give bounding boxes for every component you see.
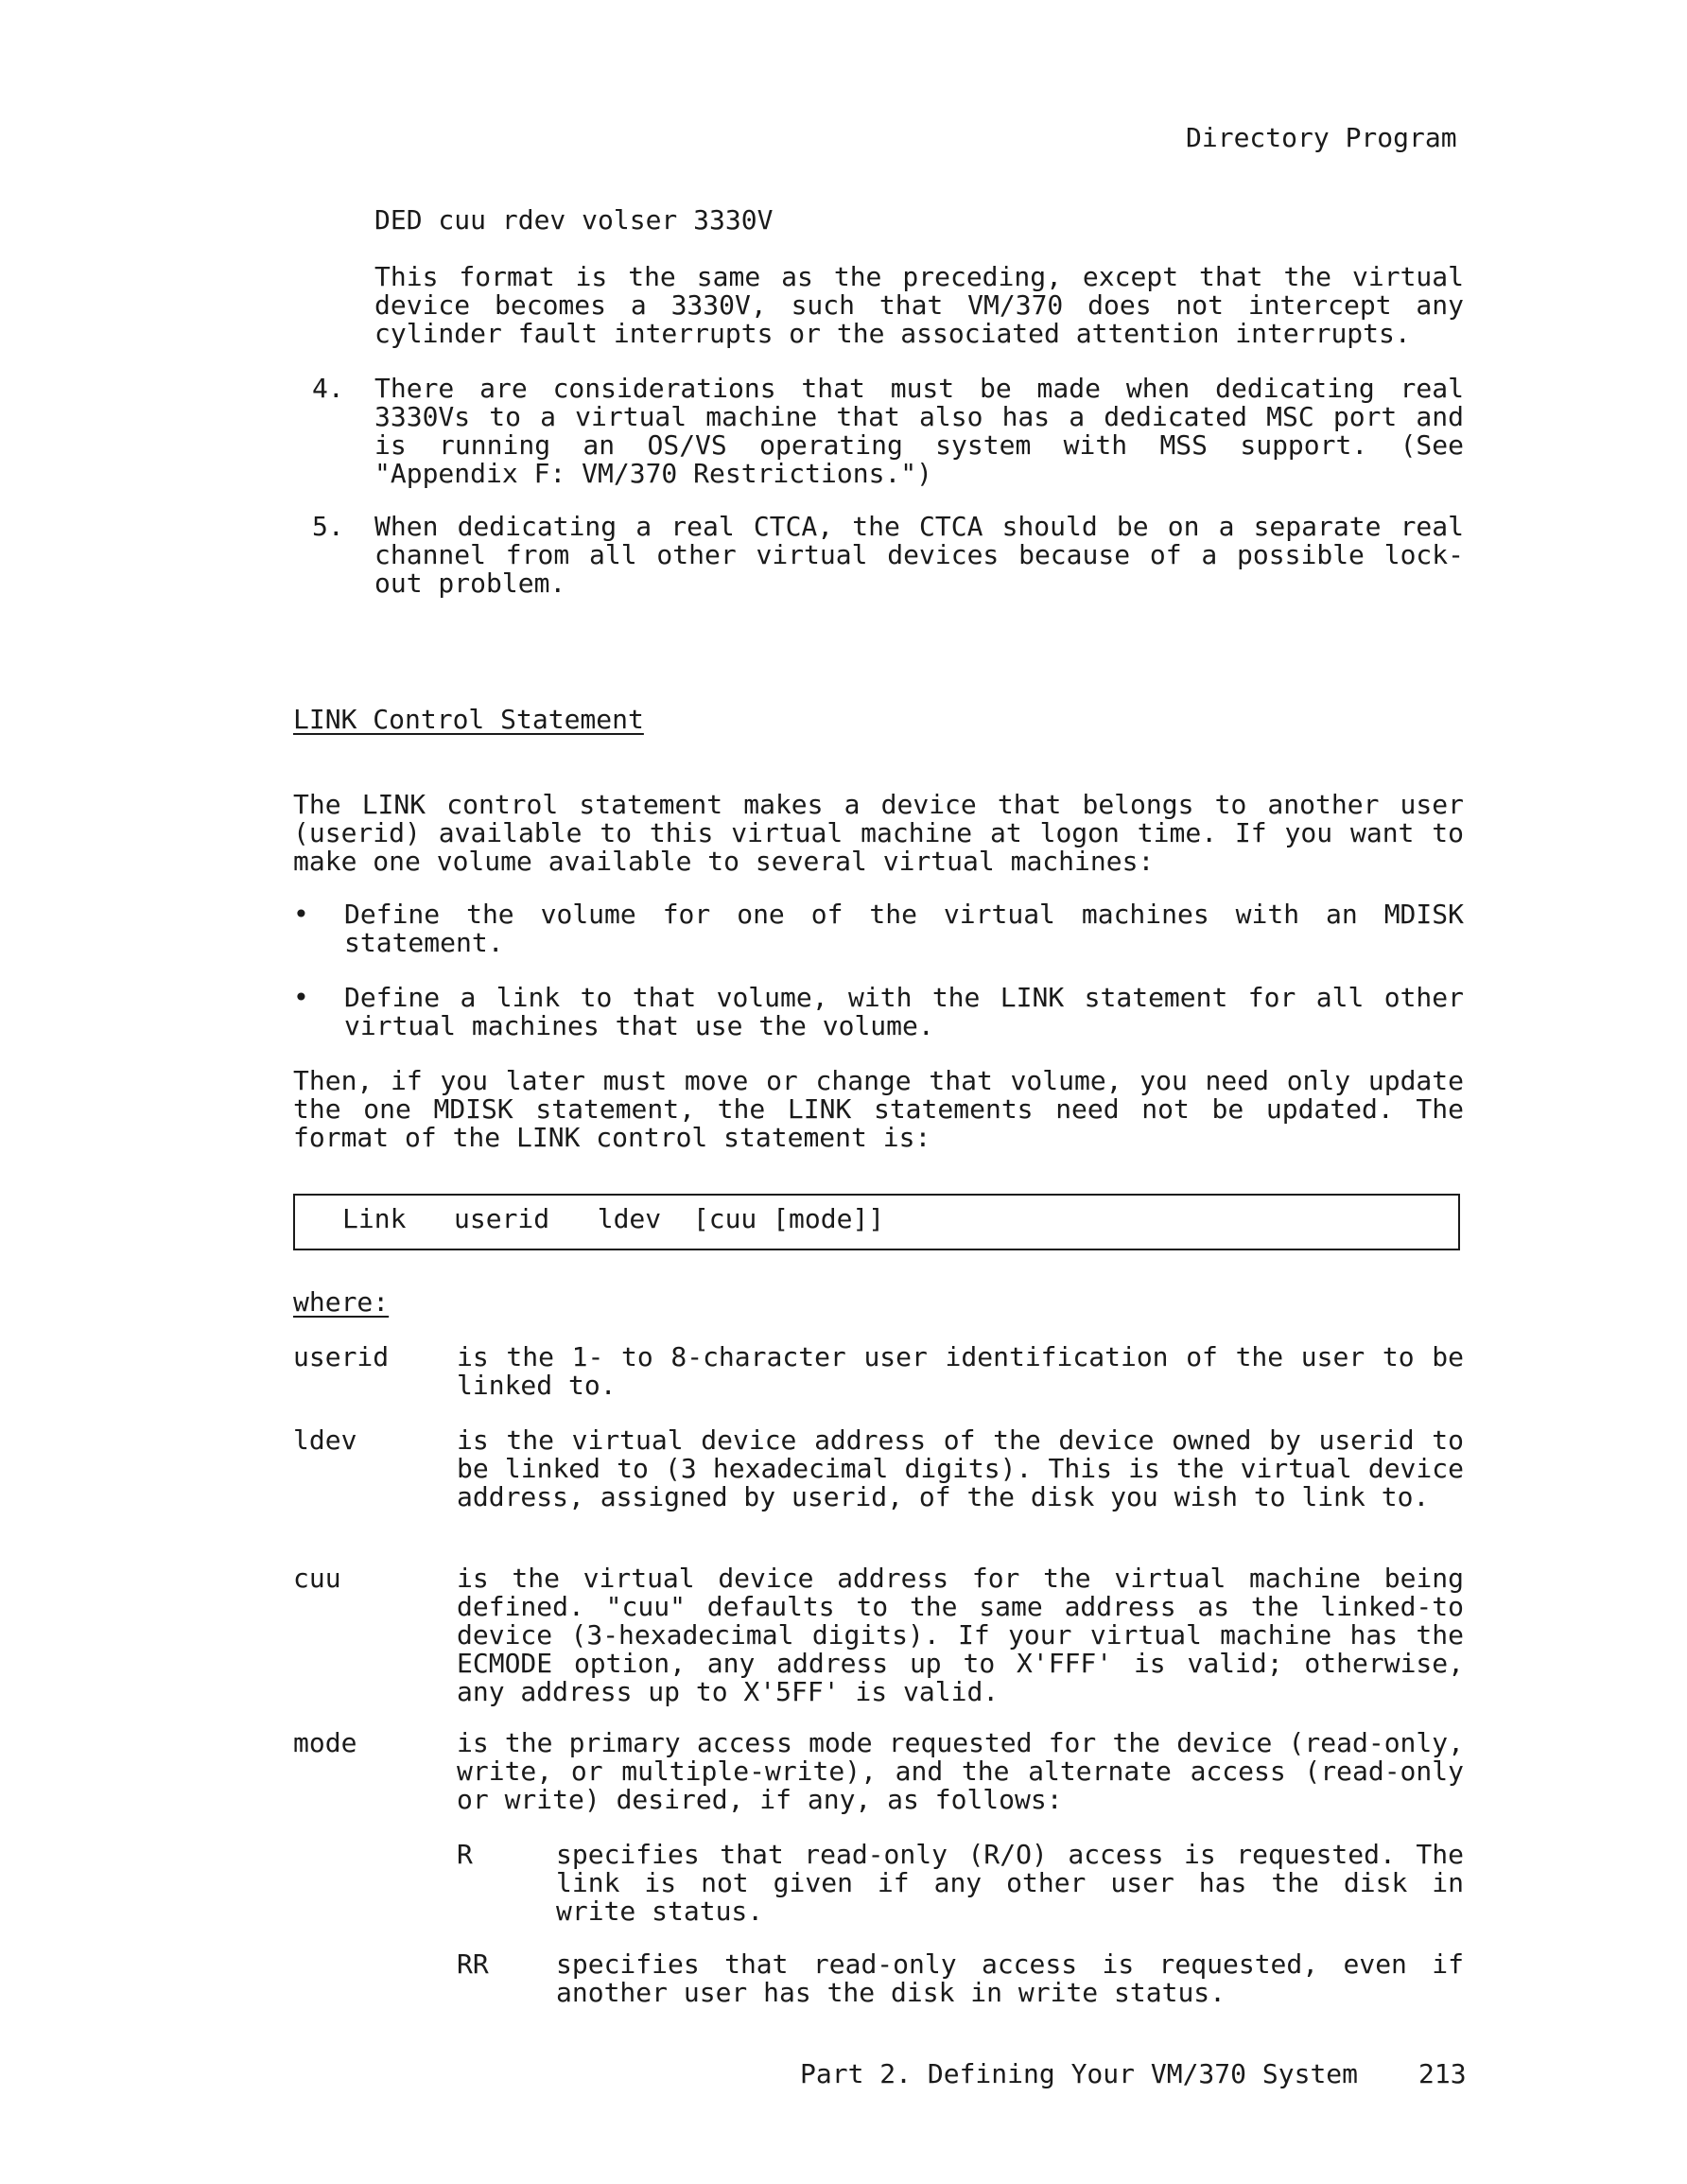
ded-format-line: DED cuu rdev volser 3330V (374, 204, 774, 236)
param-desc: is the virtual device address for the virtual machine being defined. "cuu" defaults to the same address as the linked-to device (3-hexadecimal digits). If your virtual machine has the ECMODE option, any address up to X'FFF' is valid; otherwise, any address up to X'5FF' is valid. (457, 1563, 1464, 1707)
param-term: mode (293, 1727, 357, 1758)
page-number: 213 (1418, 2058, 1467, 2089)
format-paragraph: Then, if you later must move or change that volume, you need only update the one MDISK statement, the LINK statements need not be updated. The format of the LINK control statement is: (293, 1065, 1464, 1153)
intro-paragraph: The LINK control statement makes a device that belongs to another user (userid) available to this virtual machine at logon time. If you want to make one volume available to several virtual machines: (293, 789, 1464, 877)
syntax-text: Link userid ldev [cuu [mode]] (342, 1203, 885, 1234)
where-label: where: (293, 1286, 390, 1318)
bullet-icon: • (293, 899, 309, 930)
param-term: cuu (293, 1563, 341, 1594)
mode-code: R (457, 1839, 473, 1870)
param-term: ldev (293, 1424, 357, 1456)
footer-text: Part 2. Defining Your VM/370 System (800, 2058, 1359, 2089)
param-desc: is the virtual device address of the device owned by userid to be linked to (3 hexadecimal digits). This is the virtual device address, assigned by userid, of the disk you wish to link to. (457, 1424, 1464, 1512)
section-heading: LINK Control Statement (293, 704, 644, 735)
mode-code: RR (457, 1948, 489, 1980)
bullet-text: Define the volume for one of the virtual machines with an MDISK statement. (344, 899, 1464, 958)
bullet-text: Define a link to that volume, with the LINK statement for all other virtual machines that use the volume. (344, 982, 1464, 1041)
item-number: 5. (312, 511, 344, 542)
syntax-box (293, 1194, 1460, 1250)
bullet-icon: • (293, 982, 309, 1013)
mode-desc: specifies that read-only (R/O) access is requested. The link is not given if any other user has the disk in write status. (556, 1839, 1464, 1927)
param-desc: is the primary access mode requested for the device (read-only, write, or multiple-write), and the alternate access (read-only or write) desired, if any, as follows: (457, 1727, 1464, 1815)
param-desc: is the 1- to 8-character user identification of the user to be linked to. (457, 1341, 1464, 1401)
item-text: There are considerations that must be made when dedicating real 3330Vs to a virtual machine that also has a dedicated MSC port and is running an OS/VS operating system with MSS support. (See "Appendix F: VM/370 Restrictions.") (374, 373, 1464, 489)
running-header: Directory Program (1186, 122, 1457, 153)
param-term: userid (293, 1341, 390, 1372)
mode-desc: specifies that read-only access is requested, even if another user has the disk in write status. (556, 1948, 1464, 2008)
item-text: When dedicating a real CTCA, the CTCA should be on a separate real channel from all other virtual devices because of a possible lock-out problem. (374, 511, 1464, 599)
ded-description: This format is the same as the preceding, except that the virtual device becomes a 3330V, such that VM/370 does not intercept any cylinder fault interrupts or the associated attention interrupts. (374, 261, 1464, 349)
item-number: 4. (312, 373, 344, 404)
